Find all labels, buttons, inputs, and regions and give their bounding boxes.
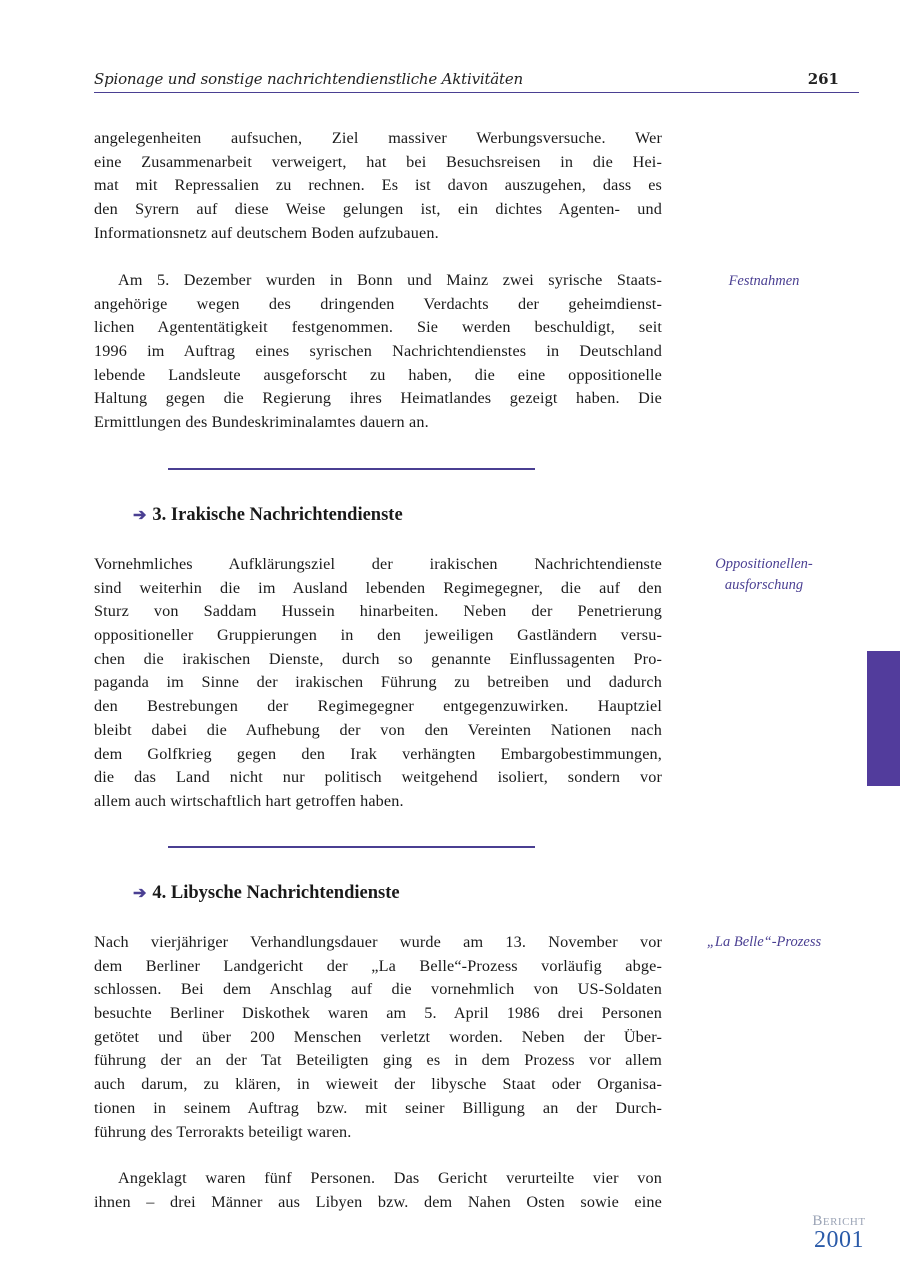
text-line: tionen in seinem Auftrag bzw. mit seiner Billigung an der Durch- [94, 1098, 662, 1117]
report-brand-logo [803, 1213, 875, 1251]
text-line: angehörige wegen des dringenden Verdachts der geheimdienst- [94, 294, 662, 313]
section-divider [168, 468, 535, 470]
text-line: führung des Terrorakts beteiligt waren. [94, 1122, 352, 1141]
running-header-title: Spionage und sonstige nachrichtendienstliche Aktivitäten [94, 70, 523, 88]
paragraph-iraqi-services [94, 553, 662, 814]
text-line: bleibt dabei die Aufhebung der von den Vereinten Nationen nach [94, 720, 662, 739]
text-line: den Bestrebungen der Regimegegner entgegenzuwirken. Hauptziel [94, 697, 662, 716]
text-line: chen die irakischen Dienste, durch so genannte Einflussagenten Pro- [94, 649, 662, 668]
text-line: lebende Landsleute ausgeforscht zu haben, die eine oppositionelle [94, 365, 662, 384]
text-line: paganda im Sinne der irakischen Führung zu betreiben und dadurch [94, 673, 662, 692]
arrow-right-icon: ➔ [133, 507, 147, 524]
text-line: angelegenheiten aufsuchen, Ziel massiver Werbungsversuche. Wer [94, 129, 662, 147]
arrow-right-icon: ➔ [133, 885, 147, 902]
brand-word: Bericht [812, 1213, 866, 1229]
text-line: sind weiterhin die im Ausland lebenden Regimegegner, die auf den [94, 578, 662, 597]
text-line: lichen Agententätigkeit festgenommen. Sie werden beschuldigt, seit [94, 318, 662, 337]
margin-note-text: Oppositionellen- [715, 556, 813, 572]
text-line: dem Berliner Landgericht der „La Belle“-Prozess vorläufig abge- [94, 956, 662, 975]
running-header [94, 70, 859, 93]
text-line: eine Zusammenarbeit verweigert, hat bei Besuchsreisen in die Hei- [94, 152, 662, 171]
paragraph-la-belle [94, 931, 662, 1144]
text-line: dem Golfkrieg gegen den Irak verhängten Embargobestimmungen, [94, 744, 662, 763]
brand-year: 2001 [814, 1227, 864, 1253]
text-line: allem auch wirtschaftlich hart getroffen haben. [94, 791, 404, 810]
section-heading-libysche [133, 883, 400, 904]
text-line: Haltung gegen die Regierung ihres Heimatlandes gezeigt haben. Die [94, 389, 662, 408]
margin-note-oppositionellenausforschung [680, 554, 848, 596]
text-line: 1996 im Auftrag eines syrischen Nachrichtendienstes in Deutschland [94, 342, 662, 361]
heading-text: 4. Libysche Nachrichtendienste [152, 883, 400, 903]
text-line: Angeklagt waren fünf Personen. Das Gericht verurteilte vier von [118, 1169, 662, 1187]
text-line: Am 5. Dezember wurden in Bonn und Mainz zwei syrische Staats- [118, 271, 662, 289]
text-line: schlossen. Bei dem Anschlag auf die vornehmlich von US-Soldaten [94, 980, 662, 999]
text-line: getötet und über 200 Menschen verletzt worden. Neben der Über- [94, 1027, 662, 1046]
text-line: Ermittlungen des Bundeskriminalamtes dauern an. [94, 413, 429, 432]
text-line: Sturz von Saddam Hussein hinarbeiten. Neben der Penetrierung [94, 602, 662, 621]
section-divider [168, 846, 535, 848]
text-line: oppositioneller Gruppierungen in den jeweiligen Gastländern versu- [94, 626, 662, 645]
paragraph-accused [94, 1167, 662, 1214]
page-number: 261 [807, 70, 839, 88]
text-line: ihnen – drei Männer aus Libyen bzw. dem Nahen Osten sowie eine [94, 1192, 662, 1211]
text-line: die das Land nicht nur politisch weitgehend isoliert, sondern vor [94, 768, 662, 787]
chapter-side-tab [867, 651, 900, 786]
text-line: Informationsnetz auf deutschem Boden aufzubauen. [94, 223, 439, 242]
text-line: führung der an der Tat Beteiligten ging es in dem Prozess vor allem [94, 1051, 662, 1070]
margin-note-text: Festnahmen [728, 273, 800, 289]
margin-note-la-belle-prozess [680, 932, 848, 953]
paragraph-syrian-recruitment [94, 127, 662, 245]
heading-text: 3. Irakische Nachrichtendienste [152, 505, 403, 525]
section-heading-irakische [133, 505, 403, 526]
margin-note-text: „La Belle“-Prozess [706, 934, 822, 950]
paragraph-arrests [94, 269, 662, 435]
text-line: Nach vierjähriger Verhandlungsdauer wurde am 13. November vor [94, 933, 662, 951]
text-line: Vornehmliches Aufklärungsziel der irakischen Nachrichtendienste [94, 555, 662, 573]
text-line: auch darum, zu klären, in wieweit der libysche Staat oder Organisa- [94, 1075, 662, 1094]
text-line: den Syrern auf diese Weise gelungen ist, ein dichtes Agenten- und [94, 200, 662, 219]
margin-note-text: ausforschung [724, 577, 804, 593]
text-line: mat mit Repressalien zu rechnen. Es ist davon auszugehen, dass es [94, 176, 662, 195]
text-line: besuchte Berliner Diskothek waren am 5. April 1986 drei Personen [94, 1004, 662, 1023]
margin-note-festnahmen [680, 271, 848, 292]
